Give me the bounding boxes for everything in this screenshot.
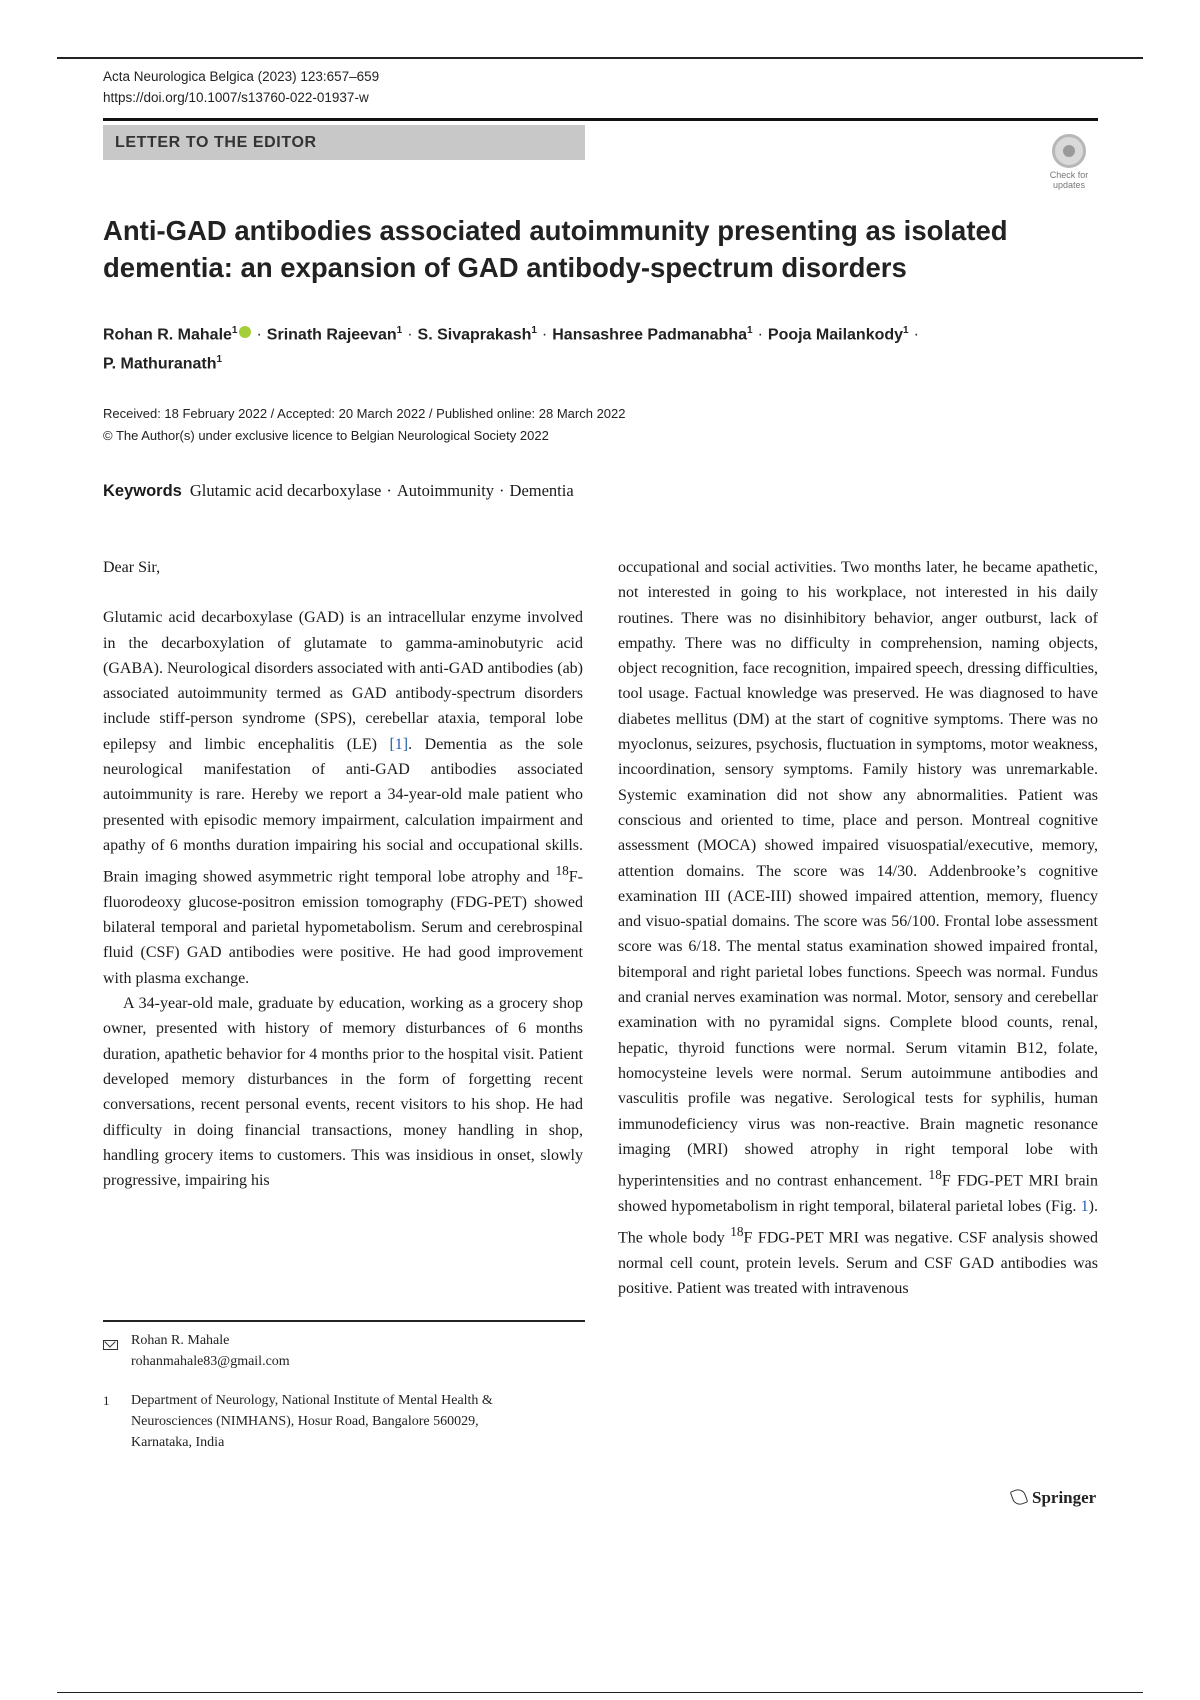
journal-citation: Acta Neurologica Belgica (2023) 123:657–659: [103, 69, 380, 84]
paragraph-text: F-fluorodeoxy glucose-positron emission tomography (FDG-PET) showed bilateral temporal and parietal hypometabolism. Serum and cerebrospinal fluid (CSF) GAD antibodies were positive. He had good improvement with plasma exchange.: [103, 868, 583, 987]
journal-header: [103, 66, 379, 108]
keyword: Glutamic acid decarboxylase: [189, 481, 382, 500]
author-affiliation: 1: [531, 325, 537, 336]
paragraph-text: ). The whole body: [618, 1197, 1098, 1247]
affiliation-footnote: [103, 1390, 511, 1453]
paragraph-text: occupational and social activities. Two months later, he became apathetic, not interested in going to his workplace, not interested in his daily routines. There was no disinhibitory behavior, anger outburst, lack of empathy. There was no difficulty in comprehension, naming objects, object recognition, face recognition, impaired speech, dressing difficulties, tool usage. Factual knowledge was preserved. He was diagnosed to have diabetes mellitus (DM) at the start of cognitive symptoms. There was no myoclonus, seizures, psychosis, fluctuation in symptoms, motor weakness, incoordination, sensory symptoms. Family history was unremarkable. Systemic examination did not show any abnormalities. Patient was conscious and oriented to time, place and person. Montreal cognitive assessment (MOCA) showed impaired visuospatial/executive, memory, attention domains. The score was 14/30. Addenbrooke’s cognitive examination III (ACE-III) showed impaired attention, memory, fluency and visuo-spatial domains. The score was 56/100. Frontal lobe assessment score was 6/18. The mental status examination showed impaired frontal, bitemporal and right parietal lobes functions. Speech was normal. Fundus and cranial nerves examination was normal. Motor, sensory and cerebellar examination with no pyramidal signs. Complete blood counts, renal, hepatic, thyroid functions were normal. Serum vitamin B12, folate, homocysteine levels were normal. Serum autoimmune antibodies and vasculitis profile was negative. Serological tests for syphilis, human immunodeficiency virus was non-reactive. Brain magnetic resonance imaging (MRI) showed atrophy in right temporal lobe with hyperintensities and no contrast enhancement.: [618, 559, 1098, 1190]
author-list: [103, 318, 1093, 377]
springer-horse-icon: [1010, 1487, 1029, 1507]
author-affiliation: 1: [747, 325, 753, 336]
isotope-superscript: 18: [555, 863, 569, 879]
author-affiliation: 1: [396, 325, 403, 336]
citation-link[interactable]: [1]: [389, 735, 409, 753]
author-separator: ·: [541, 326, 548, 344]
author-name[interactable]: P. Mathuranath: [103, 355, 217, 373]
author-name[interactable]: Rohan R. Mahale: [103, 326, 232, 344]
paragraph-continued: [618, 555, 1098, 1301]
corresponding-author: [103, 1330, 290, 1372]
article-history: [103, 403, 626, 447]
paragraph-text: F FDG-PET MRI brain showed hypometabolism in right temporal, bilateral parietal lobes (Fig.: [618, 1172, 1098, 1215]
affiliation-number: 1: [103, 1393, 110, 1408]
copyright-notice: © The Author(s) under exclusive licence to Belgian Neurological Society 2022: [103, 428, 549, 443]
footnote-rule: [103, 1320, 585, 1322]
author-name[interactable]: S. Sivaprakash: [417, 326, 532, 344]
author-separator: ·: [256, 326, 262, 344]
keyword-separator: ·: [499, 481, 505, 500]
author-affiliation: 1: [216, 354, 223, 366]
top-rule: [57, 57, 1143, 59]
author-name[interactable]: Hansashree Padmanabha: [552, 326, 747, 344]
bottom-rule: [57, 1692, 1143, 1693]
salutation: Dear Sir,: [103, 559, 161, 576]
article-category: LETTER TO THE EDITOR: [103, 125, 585, 160]
publisher-name: Springer: [1032, 1488, 1097, 1507]
keywords-label: Keywords: [103, 482, 182, 500]
keywords: [103, 480, 574, 502]
publication-dates: Received: 18 February 2022 / Accepted: 20 March 2022 / Published online: 28 March 2022: [103, 406, 626, 421]
orcid-icon[interactable]: [239, 326, 251, 338]
check-updates-icon: [1052, 134, 1086, 168]
paragraph-case: A 34-year-old male, graduate by education, working as a grocery shop owner, presented with history of memory disturbances of 6 months duration, apathetic behavior for 4 months prior to the hospital visit. Patient developed memory disturbances in the form of forgetting recent conversations, recent personal events, recent visitors to his shop. He had difficulty in doing financial transactions, money handling in shop, handling grocery items to customers. This was insidious in onset, slowly progressive, impairing his: [103, 995, 583, 1190]
isotope-superscript: 18: [928, 1167, 942, 1183]
paragraph-text: F FDG-PET MRI was negative. CSF analysis showed normal cell count, protein levels. Serum and CSF GAD antibodies was positive. Patient was treated with intravenous: [618, 1229, 1099, 1297]
paragraph-intro: [103, 605, 583, 991]
paragraph-text: Glutamic acid decarboxylase (GAD) is an intracellular enzyme involved in the decarboxylation of glutamate to gamma-aminobutyric acid (GABA). Neurological disorders associated with anti-GAD antibodies (ab) associated autoimmunity termed as GAD antibody-spectrum disorders include stiff-person syndrome (SPS), cerebellar ataxia, temporal lobe epilepsy and limbic encephalitis (LE): [103, 609, 583, 753]
doi-link[interactable]: https://doi.org/10.1007/s13760-022-01937-w: [103, 90, 369, 105]
author-affiliation: 1: [903, 325, 909, 336]
author-separator: ·: [913, 326, 919, 344]
envelope-icon: [103, 1335, 118, 1356]
keyword: Dementia: [509, 481, 574, 500]
corresponding-author-name: Rohan R. Mahale: [131, 1333, 230, 1348]
keyword: Autoimmunity: [396, 481, 495, 500]
isotope-superscript: 18: [730, 1224, 744, 1240]
keyword-separator: ·: [386, 481, 392, 500]
author-name[interactable]: Srinath Rajeevan: [266, 326, 397, 344]
publisher-logo: [1012, 1488, 1096, 1508]
header-rule: [103, 118, 1098, 121]
affiliation-text: Department of Neurology, National Institute of Mental Health & Neurosciences (NIMHANS), Hosur Road, Bangalore 560029, Karnataka, India: [131, 1393, 493, 1450]
check-for-updates-button[interactable]: [1040, 134, 1098, 192]
author-affiliation: 1: [231, 325, 238, 336]
check-updates-label: Check for updates: [1049, 170, 1089, 190]
author-name[interactable]: Pooja Mailankody: [767, 326, 904, 344]
article-title: Anti-GAD antibodies associated autoimmunity presenting as isolated dementia: an expansion of GAD antibody-spectrum disorders: [103, 215, 1008, 283]
author-separator: ·: [757, 326, 763, 344]
paragraph-text: . Dementia as the sole neurological manifestation of anti-GAD antibodies associated autoimmunity is rare. Hereby we report a 34-year-old male patient who presented with episodic memory impairment, calculation impairment and apathy of 6 months duration impairing his social and occupational skills. Brain imaging showed asymmetric right temporal lobe atrophy and: [103, 735, 584, 886]
author-separator: ·: [407, 326, 413, 344]
figure-link[interactable]: 1: [1080, 1197, 1089, 1215]
body-column-right: [618, 555, 1098, 1301]
body-column-left: [103, 555, 583, 1193]
corresponding-author-email[interactable]: rohanmahale83@gmail.com: [131, 1354, 290, 1369]
